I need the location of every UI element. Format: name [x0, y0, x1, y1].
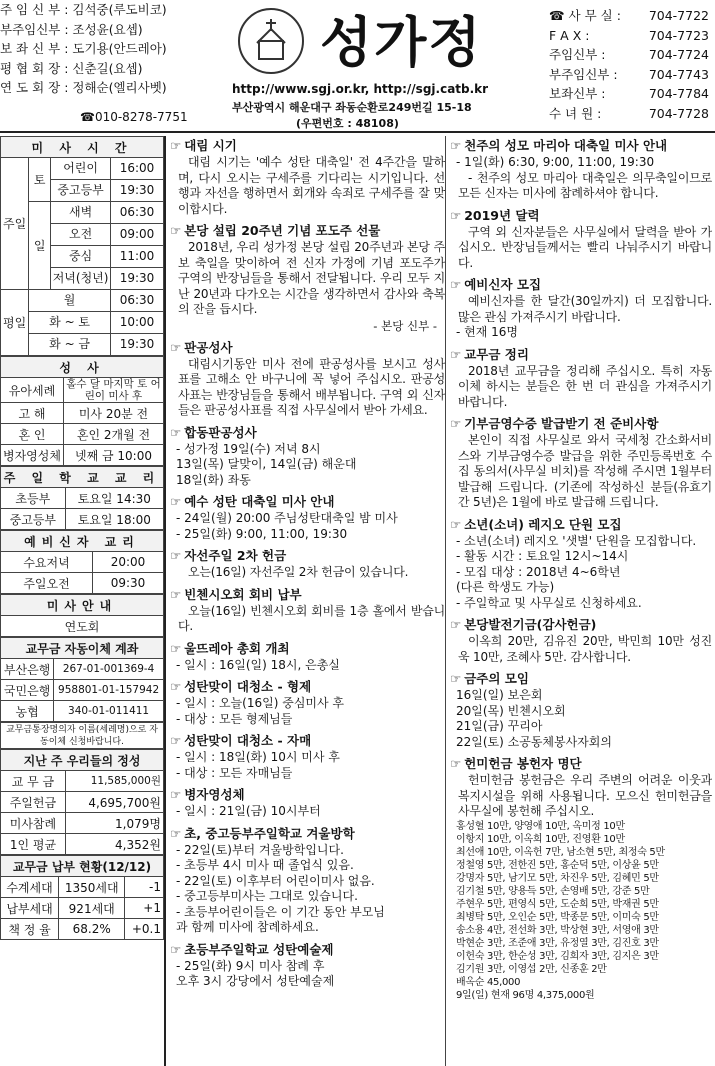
bank-row-cell: 국민은행	[1, 680, 54, 701]
notice-section	[450, 136, 712, 202]
mass-guide-value: 연도회	[1, 616, 164, 637]
notice-line: - 대상 : 모든 형제님들	[176, 711, 293, 726]
stat-row	[1, 771, 164, 792]
notice-section	[450, 615, 712, 665]
contact-item	[549, 6, 709, 26]
notice-title-text: 합동판공성사	[184, 424, 257, 440]
notice-line: (다른 학생도 가능)	[456, 580, 555, 594]
notice-line: 21일(금) 꾸리아	[456, 719, 543, 733]
sacrament-row-cell: 미사 20분 전	[63, 403, 163, 424]
notice-title	[170, 338, 445, 356]
stat-row-cell: 미사참례	[1, 813, 66, 834]
day-label: 일	[29, 202, 51, 290]
bank-row-cell: 농협	[1, 701, 54, 722]
stat-row-cell: 11,585,000원	[65, 771, 163, 792]
contact-label: 보좌신부 :	[549, 86, 606, 101]
sacrament-row-cell: 혼인 2개월 전	[63, 424, 163, 445]
notice-line: - 중고등부미사는 그대로 있습니다.	[176, 889, 358, 903]
pointer-icon: ☞	[450, 138, 462, 153]
notice-title	[170, 136, 445, 154]
notice-line: 22일(토) 소공동체봉사자회의	[456, 734, 612, 749]
staff-list	[0, 0, 230, 98]
notice-line: - 24일(월) 20:00 주님성탄대축일 밤 미사	[176, 511, 398, 525]
stat-row	[1, 792, 164, 813]
notice-title-text: 천주의 성모 마리아 대축일 미사 안내	[464, 138, 668, 153]
notice-text: 대림 시기는 '예수 성탄 대축일' 전 4주간을 말하며, 다시 오시는 구세주를 기다리는 시기입니다. 선행과 자선을 행하면서 회개와 속죄로 구세주를 잘 맞이합시다.	[178, 155, 445, 216]
notice-section	[170, 824, 445, 936]
notice-line: - 25일(화) 9시 미사 참례 후	[176, 958, 325, 973]
notice-line: - 초등부 4시 미사 때 졸업식 있음.	[176, 858, 354, 872]
sacrament-row	[1, 445, 164, 466]
sacrament-row-cell: 넷째 금 10:00	[63, 445, 163, 466]
notice-title	[450, 345, 712, 363]
bank-row-cell: 267-01-001369-4	[54, 659, 164, 680]
school-row-cell: 토요일 18:00	[65, 509, 163, 530]
notice-line: - 25일(화) 9:00, 11:00, 19:30	[176, 526, 348, 541]
contact-value: 704-7784	[648, 86, 709, 101]
donor-line: 이항지 10만, 이옥희 10만, 진영환 10만	[456, 833, 625, 845]
stat-row	[1, 834, 164, 855]
payment-title: 교무금 납부 현황(12/12)	[1, 856, 164, 877]
notice-section	[170, 731, 445, 781]
mass-time-row	[51, 224, 164, 246]
notice-title-text: 빈첸시오회 회비 납부	[184, 586, 302, 602]
sacrament-row-cell: 혼 인	[1, 424, 64, 445]
mass-time-row	[29, 290, 164, 312]
mass-schedule-title: 미 사 시 간	[1, 137, 164, 158]
notice-title	[170, 824, 445, 842]
donor-line: 김기원 3만, 이영섭 2만, 신종훈 2만	[456, 963, 607, 975]
payment-status-table	[0, 855, 164, 940]
pointer-icon: ☞	[450, 416, 462, 431]
notice-section	[170, 639, 445, 674]
staff-item: 연 도 회 장 : 정해순(엘리사벳)	[0, 80, 167, 95]
notice-text: - 천주의 성모 마리아 대축일은 의무축일이므로 모든 신자는 미사에 참례하셔야 합니다.	[458, 170, 712, 200]
notice-text: 구역 외 신자분들은 사무실에서 달력을 받아 가십시오. 반장님들께서는 빨리 나눠주시기 바랍니다.	[458, 224, 712, 270]
contact-label: ☎ 사 무 실 :	[549, 8, 621, 23]
notice-title-text: 초등부주일학교 성탄예술제	[184, 941, 334, 957]
header	[0, 0, 715, 133]
notice-line: - 소년(소녀) 레지오 '샛별' 단원을 모집합니다.	[456, 533, 697, 548]
church-logo-icon	[241, 11, 301, 71]
sacrament-row-cell: 홀수 달 마지막 토 어린이 미사 후	[63, 378, 163, 403]
pointer-icon: ☞	[450, 756, 462, 771]
notice-line: 16일(일) 보은회	[456, 688, 543, 702]
pointer-icon: ☞	[450, 346, 462, 362]
bank-row-cell: 부산은행	[1, 659, 54, 680]
notice-text: 대림시기동안 미사 전에 판공성사를 보시고 성사표를 고해소 안 바구니에 꼭 넣어 주십시오. 판공성사표는 반장님들을 통해서 배부됩니다. 구역 외 신자들은 판공성사표를 직접 사무실에서 받아 가세요.	[178, 356, 445, 417]
mass-time: 19:30	[119, 183, 155, 197]
notice-section	[450, 414, 712, 511]
mass-name: 화 ~ 토	[29, 312, 111, 333]
notice-section	[170, 677, 445, 727]
contact-item	[549, 65, 709, 85]
notice-title-text: 기부금영수증 발급받기 전 준비사항	[464, 416, 659, 431]
mass-name: 화 ~ 금	[29, 334, 111, 355]
notice-title-text: 판공성사	[184, 339, 233, 355]
notice-line: - 주일학교 및 사무실로 신청하세요.	[456, 595, 642, 610]
donor-line: 강명자 5만, 남기모 5만, 차진우 5만, 김혜민 5만	[456, 872, 659, 884]
notice-section	[170, 338, 445, 419]
contact-label: 부주임신부 :	[549, 66, 618, 82]
notice-line: - 일시 : 18일(화) 10시 미사 후	[176, 750, 340, 764]
notice-title-text: 예수 성탄 대축일 미사 안내	[184, 494, 335, 509]
notice-title	[170, 639, 445, 657]
notice-section	[450, 515, 712, 612]
notice-line: - 일시 : 오늘(16일) 중심미사 후	[176, 696, 344, 710]
mass-time: 06:30	[119, 205, 155, 219]
staff-item: 부주임신부 : 조성윤(요셉)	[0, 21, 143, 37]
contact-item	[549, 104, 709, 124]
mass-name: 월	[29, 290, 111, 311]
contact-item	[549, 45, 709, 65]
pointer-icon: ☞	[170, 825, 182, 841]
mass-time-row	[51, 158, 164, 180]
mass-time: 09:00	[119, 227, 155, 241]
staff-item: 보 좌 신 부 : 도기용(안드레아)	[0, 41, 167, 56]
payment-row-cell: 921세대	[59, 898, 125, 919]
bulletin-title: 성가정	[320, 10, 483, 74]
pointer-icon: ☞	[450, 277, 462, 292]
payment-row-cell: +0.1	[125, 919, 164, 940]
notice-line: - 22일(토)부터 겨울방학입니다.	[176, 842, 344, 857]
mass-time: 06:30	[119, 293, 155, 307]
notice-line: - 모집 대상 : 2018년 4~6학년	[456, 564, 621, 579]
contact-item	[549, 26, 709, 46]
mass-name: 저녁(청년)	[51, 268, 111, 289]
notice-title	[170, 423, 445, 441]
notice-title	[450, 136, 712, 154]
middle-column	[170, 136, 446, 1066]
mass-time-row	[51, 202, 164, 224]
stat-row-cell: 1인 평균	[1, 834, 66, 855]
mass-time: 11:00	[119, 249, 155, 263]
donor-line: 배옥순 45,000	[456, 976, 521, 988]
mass-time: 16:00	[119, 161, 155, 175]
pointer-icon: ☞	[450, 671, 462, 686]
catechumen-row	[1, 573, 164, 594]
payment-row-cell: +1	[125, 898, 164, 919]
notice-section	[450, 754, 712, 1002]
notice-title-text: 금주의 모임	[464, 671, 529, 686]
notice-line: - 22일(토) 이후부터 어린이미사 없음.	[176, 873, 375, 888]
catechumen-row-cell: 20:00	[93, 552, 164, 573]
notice-section	[170, 136, 445, 217]
pointer-icon: ☞	[170, 787, 182, 802]
bank-row-cell: 958801-01-157942	[54, 680, 164, 701]
right-column	[450, 136, 712, 1066]
donor-line: 김기철 5만, 양용득 5만, 손영배 5만, 강준 5만	[456, 885, 650, 897]
stat-row-cell: 주일헌금	[1, 792, 66, 813]
bank-row-cell: 340-01-011411	[54, 701, 164, 722]
notice-section	[450, 275, 712, 341]
pointer-icon: ☞	[170, 640, 182, 656]
notice-title-text: 본당 설립 20주년 기념 포도주 선물	[184, 223, 381, 238]
notice-title	[170, 585, 445, 603]
notice-line: - 성가정 19일(수) 저녁 8시	[176, 441, 321, 456]
website-urls[interactable]: http://www.sgj.or.kr, http://sgj.catb.kr	[232, 82, 489, 96]
sacrament-table	[0, 356, 164, 466]
offering-stats-table	[0, 749, 164, 855]
mass-time-row	[29, 312, 164, 334]
donor-line: 홍성혈 10만, 양영애 10만, 옥미정 10만	[456, 820, 625, 832]
bank-row	[1, 659, 164, 680]
mass-name: 중심	[51, 246, 111, 267]
staff-item: 평 협 회 장 : 신춘길(요셉)	[0, 60, 143, 76]
notice-text: 헌미헌금 봉헌금은 우리 주변의 어려운 이웃과 복지시설을 위해 사용됩니다. 모으신 헌미헌금을 사무실에 봉헌해 주십시오.	[458, 773, 712, 818]
contact-label: 수 녀 원 :	[549, 105, 602, 121]
pointer-icon: ☞	[450, 516, 462, 532]
church-address: 부산광역시 해운대구 좌동순환로249번길 15-18	[232, 101, 472, 114]
bank-transfer-table	[0, 637, 164, 722]
payment-row	[1, 877, 164, 898]
notice-line: - 현재 16명	[456, 325, 519, 339]
notice-title-text: 헌미헌금 봉헌자 명단	[464, 756, 582, 771]
school-row-cell: 초등부	[1, 488, 66, 509]
school-row	[1, 509, 164, 530]
notice-section	[170, 492, 445, 542]
notice-title	[170, 677, 445, 695]
school-row-cell: 토요일 14:30	[65, 488, 163, 509]
notice-title-text: 성탄맞이 대청소 - 형제	[184, 679, 312, 694]
stat-row	[1, 813, 164, 834]
contact-label: F A X :	[549, 27, 590, 43]
contact-label: 주임신부 :	[549, 47, 606, 62]
payment-row-cell: 책 정 율	[1, 919, 59, 940]
stat-row-cell: 교 무 금	[1, 771, 66, 792]
notice-title-text: 본당발전기금(감사헌금)	[464, 617, 597, 632]
catechumen-row-cell: 주일오전	[1, 573, 93, 594]
notice-section	[170, 940, 445, 990]
sunday-school-title: 주 일 학 교 교 리	[1, 467, 164, 488]
donor-line: 박현순 3만, 조준애 3만, 유정열 3만, 김진호 3만	[456, 937, 659, 949]
notice-text: 오는(16일) 자선주일 2차 헌금이 있습니다.	[188, 565, 409, 579]
pointer-icon: ☞	[170, 494, 182, 509]
mass-time-row	[51, 268, 164, 290]
notice-line: 과 함께 미사에 참례하세요.	[176, 920, 319, 934]
notice-title	[450, 669, 712, 687]
mass-name: 어린이	[51, 158, 111, 179]
pointer-icon: ☞	[170, 586, 182, 602]
mass-time: 10:00	[119, 315, 155, 329]
notice-title-text: 교무금 정리	[464, 346, 529, 362]
pointer-icon: ☞	[450, 207, 462, 223]
payment-row-cell: 납부세대	[1, 898, 59, 919]
catechumen-row-cell: 수요저녁	[1, 552, 93, 573]
stat-row-cell: 4,352원	[65, 834, 163, 855]
mass-guide-title: 미사안내	[1, 595, 164, 616]
notice-title-text: 울뜨레아 총회 개최	[184, 640, 290, 656]
notice-section	[170, 423, 445, 489]
pointer-icon: ☞	[170, 941, 182, 957]
notice-section	[170, 585, 445, 635]
notice-section	[170, 221, 445, 334]
notice-title	[170, 492, 445, 510]
mass-name: 새벽	[51, 202, 111, 223]
notice-text: 본인이 직접 사무실로 와서 국세청 간소화서비스와 기부금영수증 발급을 위한 주민등록번호 수집 동의서(사무실 비치)를 작성해 주시면 1월부터 발급해 드립니다. (기존에 작성하신 분들(유효기간 5년)은 1월에 바로 발급해 드립니다.	[458, 433, 712, 509]
payment-row	[1, 919, 164, 940]
mass-schedule-table	[0, 136, 164, 356]
notice-line: 18일(화) 좌동	[176, 472, 251, 487]
left-sidebar	[0, 136, 166, 1066]
pointer-icon: ☞	[170, 548, 182, 563]
notice-title	[170, 731, 445, 749]
church-logo	[238, 8, 304, 74]
donor-line: 최병탁 5만, 오인순 5만, 박종문 5만, 이미숙 5만	[456, 911, 659, 923]
transfer-note-table	[0, 722, 164, 749]
notice-line: - 1일(화) 6:30, 9:00, 11:00, 19:30	[456, 155, 655, 169]
notice-title-text: 2019년 달력	[464, 207, 540, 223]
notice-title-text: 예비신자 모집	[464, 277, 542, 292]
notice-line: - 활동 시간 : 토요일 12시~14시	[456, 549, 629, 563]
notice-line: - 일시 : 21일(금) 10시부터	[176, 804, 321, 818]
notice-title	[450, 754, 712, 772]
sacrament-row-cell: 고 해	[1, 403, 64, 424]
notice-title-text: 소년(소녀) 레지오 단원 모집	[464, 516, 622, 532]
mass-time-row	[29, 334, 164, 356]
notice-section	[170, 546, 445, 581]
transfer-note: 교무금통장명의자 이름(세례명)으로 자동이체 신청바랍니다.	[1, 723, 164, 749]
mass-time: 19:30	[119, 271, 155, 285]
contact-item	[549, 84, 709, 104]
notice-title	[170, 221, 445, 239]
pointer-icon: ☞	[170, 223, 182, 238]
catechumen-row	[1, 552, 164, 573]
catechumen-table	[0, 530, 164, 594]
mass-time-row	[51, 180, 164, 202]
weekday-label: 평일	[1, 290, 29, 356]
notice-signature: - 본당 신부 -	[373, 318, 437, 333]
notice-line: - 일시 : 16일(일) 18시, 은총실	[176, 657, 340, 672]
payment-row-cell: 68.2%	[59, 919, 125, 940]
mass-time: 19:30	[119, 337, 155, 351]
sacrament-row	[1, 403, 164, 424]
donor-line: 송소용 4만, 전선화 3만, 박상현 3만, 서영애 3만	[456, 924, 659, 936]
sacrament-row-cell: 병자영성체	[1, 445, 64, 466]
notice-title	[450, 414, 712, 432]
donor-line: 최선애 10만, 이옥헌 7만, 남소현 5만, 최정숙 5만	[456, 846, 665, 858]
notice-title	[450, 515, 712, 533]
notice-line: 20일(목) 빈첸시오회	[456, 703, 566, 718]
pointer-icon: ☞	[170, 339, 182, 355]
notice-title-text: 자선주일 2차 헌금	[184, 548, 287, 563]
notice-title	[170, 546, 445, 564]
pointer-icon: ☞	[170, 679, 182, 694]
notice-text: 예비신자를 한 달간(30일까지) 더 모집합니다. 많은 관심 가져주시기 바랍니다.	[458, 294, 712, 324]
notice-title	[450, 206, 712, 224]
pointer-icon: ☞	[170, 733, 182, 748]
donor-line: 9일(일) 현재 96명 4,375,000원	[456, 989, 595, 1001]
sacrament-title: 성 사	[1, 357, 164, 378]
notice-section	[450, 206, 712, 272]
transfer-title: 교무금 자동이체 계좌	[1, 638, 164, 659]
notice-title-text: 병자영성체	[184, 787, 245, 802]
payment-row-cell: -1	[125, 877, 164, 898]
notice-section	[450, 669, 712, 750]
contact-value: 704-7743	[648, 66, 709, 82]
contact-value: 704-7723	[648, 27, 709, 43]
saturday-label: 토	[29, 158, 51, 202]
payment-row	[1, 898, 164, 919]
sacrament-row	[1, 378, 164, 403]
notice-line: - 초등부어린이들은 이 기간 동안 부모님	[176, 904, 385, 919]
notice-title	[450, 275, 712, 293]
mobile-number: ☎010-8278-7751	[80, 110, 188, 124]
stat-row-cell: 4,695,700원	[65, 792, 163, 813]
notice-text: 2018년, 우리 성가정 본당 설립 20주년과 본당 주보 축일을 맞이하여 전 신자 가정에 기념 포도주가 구역의 반장님들을 통해서 전달됩니다. 우리 모두 지난 20년과 다가오는 시간을 생각하면서 감사와 축복의 잔을 듭시다.	[178, 240, 445, 316]
donor-line: 이헌숙 3만, 한순성 3만, 김희자 3만, 김지은 3만	[456, 950, 659, 962]
notice-text: 이옥희 20만, 김유진 20만, 박민희 10만 성진욱 10만, 조혜사 5만. 감사합니다.	[458, 634, 712, 664]
notice-title	[170, 940, 445, 958]
zip-code: (우편번호 : 48108)	[296, 117, 399, 130]
notice-line: 13일(목) 달맞이, 14일(금) 해운대	[176, 457, 357, 471]
notice-text: 2018년 교무금을 정리해 주십시오. 특히 자동이체 하시는 분들은 한 번 더 관심을 가져주시기 바랍니다.	[458, 363, 712, 409]
pointer-icon: ☞	[170, 424, 182, 440]
notice-line: - 대상 : 모든 자매님들	[176, 765, 293, 780]
notice-title	[170, 785, 445, 803]
school-row-cell: 중고등부	[1, 509, 66, 530]
bank-row	[1, 701, 164, 722]
notice-text: 오늘(16일) 빈첸시오회 회비를 1층 홀에서 받습니다.	[178, 603, 445, 633]
mass-name: 오전	[51, 224, 111, 245]
contact-list	[549, 6, 709, 123]
contact-value: 704-7724	[648, 47, 709, 62]
pointer-icon: ☞	[450, 617, 462, 632]
school-row	[1, 488, 164, 509]
mass-time-row	[51, 246, 164, 268]
stats-title: 지난 주 우리들의 정성	[1, 750, 164, 771]
mass-name: 중고등부	[51, 180, 111, 201]
bank-row	[1, 680, 164, 701]
stat-row-cell: 1,079명	[65, 813, 163, 834]
sunday-school-table	[0, 466, 164, 530]
notice-line: 오후 3시 강당에서 성탄예술제	[176, 974, 335, 988]
notice-section	[450, 345, 712, 411]
staff-item: 주 임 신 부 : 김석중(루도비코)	[0, 2, 167, 17]
pointer-icon: ☞	[170, 138, 182, 153]
contact-value: 704-7722	[648, 8, 709, 23]
catechumen-row-cell: 09:30	[93, 573, 164, 594]
notice-title-text: 초, 중고등부주일학교 겨울방학	[184, 825, 355, 841]
notice-title-text: 성탄맞이 대청소 - 자매	[184, 733, 312, 748]
donor-line: 주현우 5만, 편영식 5만, 도순희 5만, 박재권 5만	[456, 898, 659, 910]
notice-title	[450, 615, 712, 633]
sacrament-row-cell: 유아세례	[1, 378, 64, 403]
payment-row-cell: 1350세대	[59, 877, 125, 898]
sacrament-row	[1, 424, 164, 445]
mass-guide-table	[0, 594, 164, 637]
payment-row-cell: 수계세대	[1, 877, 59, 898]
sunday-label: 주일	[1, 158, 29, 290]
donor-line: 정철영 5만, 전한진 5만, 홍순덕 5만, 이상윤 5만	[456, 859, 659, 871]
notice-title-text: 대림 시기	[184, 138, 237, 153]
notice-section	[170, 785, 445, 820]
contact-value: 704-7728	[648, 105, 709, 121]
catechumen-title: 예비신자 교리	[1, 531, 164, 552]
